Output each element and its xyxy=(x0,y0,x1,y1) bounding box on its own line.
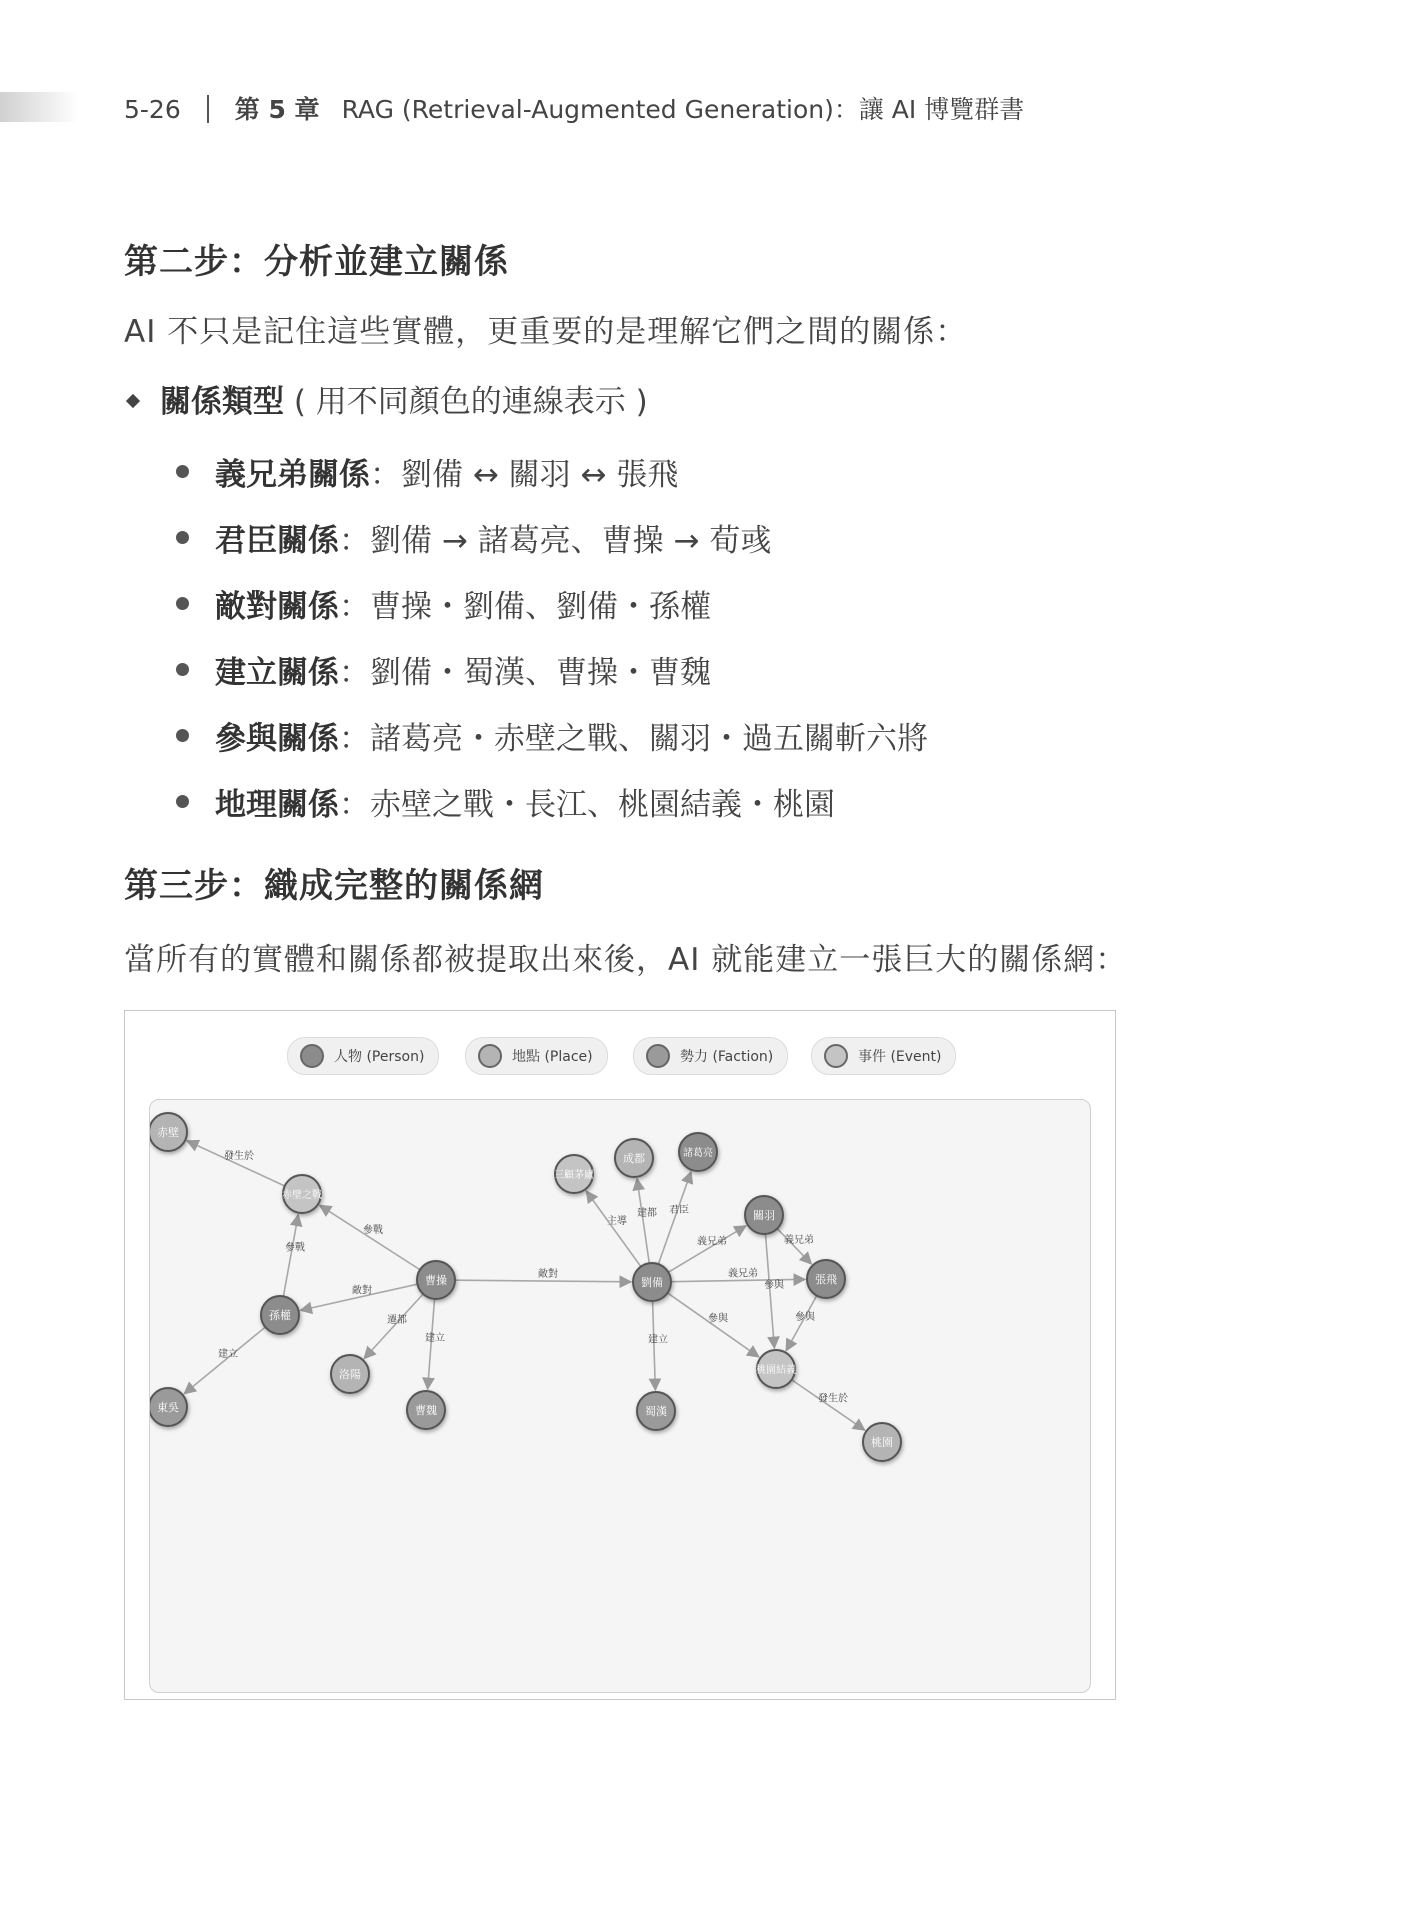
graph-node-label: 孫權 xyxy=(269,1309,291,1322)
graph-node-label: 桃園結義 xyxy=(756,1365,796,1376)
graph-edge-label: 建立 xyxy=(218,1349,238,1360)
relation-item xyxy=(176,570,928,636)
graph-node-shuhan xyxy=(637,1392,675,1430)
graph-node-label: 劉備 xyxy=(641,1276,663,1289)
relation-types-note: ( 用不同顏色的連線表示 ) xyxy=(284,384,648,420)
legend-swatch xyxy=(478,1044,502,1068)
legend-label: 人物 (Person) xyxy=(334,1049,425,1065)
graph-edge-label: 義兄弟 xyxy=(728,1268,758,1280)
bullet-dot-icon xyxy=(176,729,189,742)
legend-person xyxy=(287,1037,439,1075)
graph-edge-label: 遷都 xyxy=(387,1315,407,1326)
bullet-dot-icon xyxy=(176,663,189,676)
graph-node-label: 關羽 xyxy=(753,1209,775,1222)
graph-node-caocao xyxy=(417,1261,455,1299)
graph-node-sangu xyxy=(554,1155,594,1193)
graph-edge-label: 建都 xyxy=(637,1208,657,1219)
graph-node-sunquan xyxy=(261,1296,299,1334)
relation-graph xyxy=(150,1100,1090,1692)
graph-edge-label: 建立 xyxy=(648,1334,668,1346)
graph-edge-label: 參戰 xyxy=(363,1225,383,1236)
graph-node-label: 洛陽 xyxy=(339,1368,361,1381)
graph-edge-label: 敵對 xyxy=(352,1285,372,1297)
graph-edge-caocao-liubei xyxy=(455,1280,631,1282)
graph-node-caowei xyxy=(407,1391,445,1429)
graph-edge-label: 發生於 xyxy=(818,1393,848,1405)
legend-swatch xyxy=(300,1044,324,1068)
graph-node-label: 張飛 xyxy=(815,1273,837,1286)
graph-node-label: 曹魏 xyxy=(415,1404,437,1417)
relation-text: ：赤壁之戰・長江、桃園結義・桃園 xyxy=(339,786,835,823)
graph-edge-liubei-zhuge xyxy=(658,1172,691,1264)
graph-node-chibi xyxy=(150,1113,187,1151)
legend-faction xyxy=(633,1037,788,1075)
page-number: 5-26 xyxy=(124,95,181,124)
bullet-dot-icon xyxy=(176,465,189,478)
graph-edge-label: 參與 xyxy=(795,1312,815,1323)
relation-label: 建立關係 xyxy=(215,654,339,691)
graph-edge-liubei-chengdu xyxy=(637,1179,649,1263)
graph-edge-sunquan-dongwu xyxy=(184,1327,265,1394)
graph-node-chibi_battle xyxy=(282,1175,322,1213)
relation-text: ：劉備 ↔ 關羽 ↔ 張飛 xyxy=(370,456,679,493)
graph-edge-chibi_battle-chibi xyxy=(187,1141,285,1186)
graph-node-zhangfei xyxy=(807,1260,845,1298)
step3-heading: 第三步：織成完整的關係網 xyxy=(124,866,544,906)
graph-edge-guanyu-zhangfei xyxy=(777,1229,811,1264)
graph-node-guanyu xyxy=(745,1196,783,1234)
relation-types-label: 關係類型 xyxy=(160,384,284,420)
graph-edge-label: 主導 xyxy=(607,1216,627,1227)
graph-node-label: 赤壁 xyxy=(157,1126,179,1139)
graph-edge-caocao-chibi_battle xyxy=(320,1205,420,1269)
relation-label: 地理關係 xyxy=(215,786,339,823)
graph-edge-label: 參與 xyxy=(708,1313,728,1325)
step2-heading: 第二步：分析並建立關係 xyxy=(124,242,509,282)
graph-node-taoyuan xyxy=(863,1423,901,1461)
graph-node-label: 諸葛亮 xyxy=(683,1148,713,1159)
legend-place xyxy=(465,1037,608,1075)
graph-edge-label: 義兄弟 xyxy=(697,1236,727,1248)
legend-label: 地點 (Place) xyxy=(512,1049,593,1065)
relation-list xyxy=(176,438,928,834)
step3-intro: 當所有的實體和關係都被提取出來後，AI 就能建立一張巨大的關係網： xyxy=(124,942,1128,978)
legend-swatch xyxy=(646,1044,670,1068)
bullet-dot-icon xyxy=(176,795,189,808)
relation-text: ：劉備・蜀漢、曹操・曹魏 xyxy=(339,654,711,691)
graph-node-label: 成都 xyxy=(623,1152,645,1165)
graph-node-chengdu xyxy=(615,1139,653,1177)
running-header xyxy=(124,90,1024,126)
graph-edge-liubei-guanyu xyxy=(668,1226,746,1272)
graph-edge-liubei-taoyuan_oath xyxy=(668,1293,759,1357)
graph-edge-label: 參戰 xyxy=(285,1242,305,1254)
legend-event xyxy=(811,1037,956,1075)
graph-node-taoyuan_oath xyxy=(756,1350,796,1388)
legend-label: 事件 (Event) xyxy=(858,1049,942,1065)
bullet-dot-icon xyxy=(176,531,189,544)
graph-edge-liubei-zhangfei xyxy=(671,1279,805,1281)
diamond-bullet-icon xyxy=(126,394,140,408)
relation-item xyxy=(176,768,928,834)
graph-edge-label: 敵對 xyxy=(538,1269,558,1280)
relation-text: ：劉備 → 諸葛亮、曹操 → 荀彧 xyxy=(339,522,772,559)
graph-edge-taoyuan_oath-taoyuan xyxy=(792,1380,865,1430)
relation-text: ：曹操・劉備、劉備・孫權 xyxy=(339,588,711,625)
header-divider xyxy=(207,95,209,123)
graph-edge-caocao-luoyang xyxy=(364,1294,423,1358)
graph-edge-label: 發生於 xyxy=(224,1151,254,1162)
chapter-title: RAG (Retrieval-Augmented Generation)：讓 AI 博覽群書 xyxy=(341,95,1025,124)
graph-edge-label: 參與 xyxy=(764,1280,784,1291)
relation-item xyxy=(176,438,928,504)
bullet-dot-icon xyxy=(176,597,189,610)
chapter-label: 第 5 章 xyxy=(234,95,320,124)
graph-edge-liubei-sangu xyxy=(586,1191,641,1267)
relation-item xyxy=(176,504,928,570)
step2-intro: AI 不只是記住這些實體，更重要的是理解它們之間的關係： xyxy=(124,314,968,350)
graph-node-liubei xyxy=(633,1263,671,1301)
graph-edge-label: 建立 xyxy=(425,1333,445,1344)
relation-label: 參與關係 xyxy=(215,720,339,757)
relation-text: ：諸葛亮・赤壁之戰、關羽・過五關斬六將 xyxy=(339,720,928,757)
graph-node-dongwu xyxy=(150,1388,187,1426)
relation-label: 敵對關係 xyxy=(215,588,339,625)
page-edge-tab xyxy=(0,92,78,122)
relation-label: 君臣關係 xyxy=(215,522,339,559)
relation-item xyxy=(176,702,928,768)
graph-node-label: 曹操 xyxy=(425,1274,447,1287)
graph-node-label: 三顧茅廬 xyxy=(554,1170,594,1181)
graph-edge-label: 君臣 xyxy=(669,1205,689,1216)
graph-edge-guanyu-taoyuan_oath xyxy=(765,1234,774,1348)
graph-node-label: 蜀漢 xyxy=(645,1405,667,1418)
graph-edge-zhangfei-taoyuan_oath xyxy=(786,1296,817,1351)
graph-edge-label: 義兄弟 xyxy=(784,1235,814,1246)
graph-node-zhuge xyxy=(679,1133,717,1171)
relation-label: 義兄弟關係 xyxy=(215,456,370,493)
legend-label: 勢力 (Faction) xyxy=(680,1049,774,1065)
graph-edge-liubei-shuhan xyxy=(653,1301,656,1390)
relation-item xyxy=(176,636,928,702)
graph-edge-caocao-caowei xyxy=(428,1299,435,1389)
legend-swatch xyxy=(824,1044,848,1068)
knowledge-graph-figure xyxy=(124,1010,1116,1700)
graph-node-label: 東吳 xyxy=(157,1401,179,1414)
graph-canvas xyxy=(149,1099,1091,1693)
graph-edge-sunquan-chibi_battle xyxy=(283,1215,298,1297)
graph-node-label: 桃園 xyxy=(871,1436,893,1449)
relation-types-bullet xyxy=(124,376,648,421)
graph-node-luoyang xyxy=(331,1355,369,1393)
graph-node-label: 赤壁之戰 xyxy=(282,1190,322,1201)
